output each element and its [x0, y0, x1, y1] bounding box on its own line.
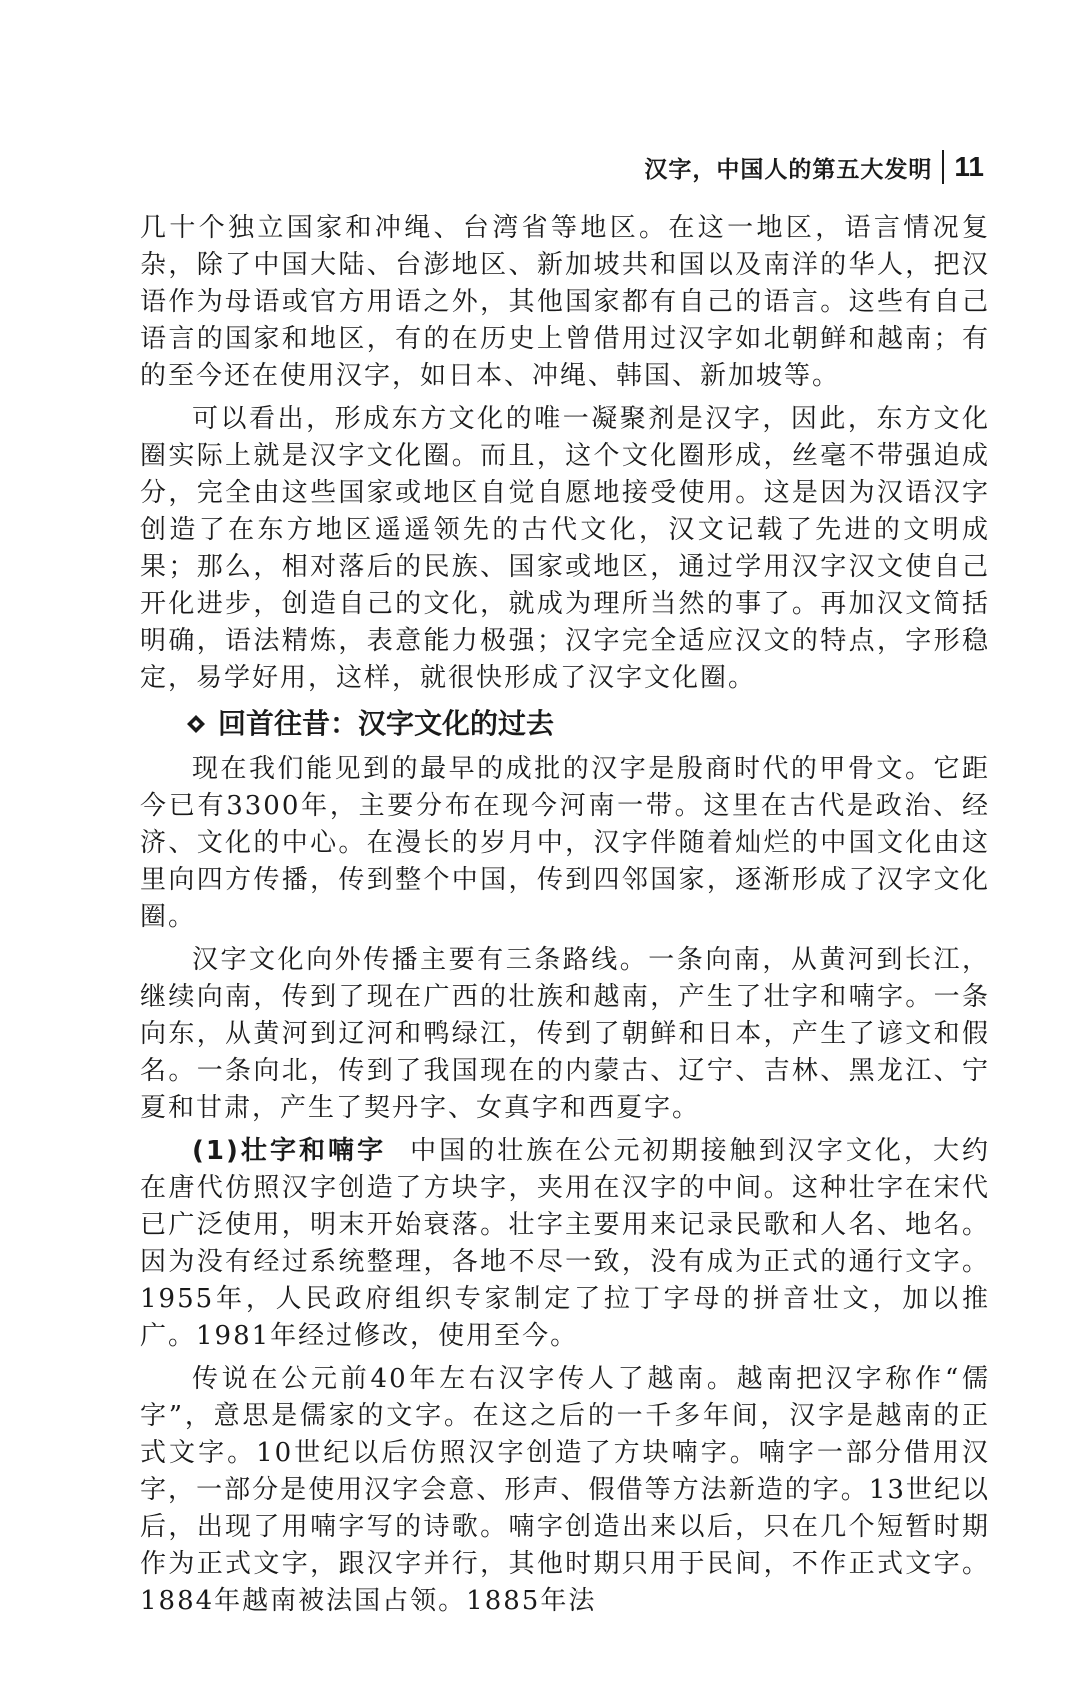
running-title: 汉字，中国人的第五大发明	[644, 155, 933, 183]
paragraph-continued: 几十个独立国家和冲绳、台湾省等地区。在这一地区，语言情况复杂，除了中国大陆、台澎地区、新加坡共和国以及南洋的华人，把汉语作为母语或官方用语之外，其他国家都有自己的语言。这些有自己语言的国家和地区，有的在历史上曾借用过汉字如北朝鲜和越南；有的至今还在使用汉字，如日本、冲绳、韩国、新加坡等。	[140, 213, 990, 391]
subsection-text: 中国的壮族在公元初期接触到汉字文化，大约在唐代仿照汉字创造了方块字，夹用在汉字的中间。这种壮字在宋代已广泛使用，明末开始衰落。壮字主要用来记录民歌和人名、地名。因为没有经过系统整理，各地不尽一致，没有成为正式的通行文字。1955年，人民政府组织专家制定了拉丁字母的拼音壮文，加以推广。1981年经过修改，使用至今。	[140, 1136, 990, 1351]
page-number: 11	[954, 151, 984, 182]
paragraph: 传说在公元前40年左右汉字传人了越南。越南把汉字称作“儒字”，意思是儒家的文字。在这之后的一千多年间，汉字是越南的正式文字。10世纪以后仿照汉字创造了方块喃字。喃字一部分借用汉字，一部分是使用汉字会意、形声、假借等方法新造的字。13世纪以后，出现了用喃字写的诗歌。喃字创造出来以后，只在几个短暂时期作为正式文字，跟汉字并行，其他时期只用于民间，不作正式文字。1884年越南被法国占领。1885年法	[140, 1364, 990, 1616]
header-divider	[942, 150, 944, 184]
body-text	[140, 210, 990, 1620]
running-header	[644, 150, 984, 184]
paragraph: 可以看出，形成东方文化的唯一凝聚剂是汉字，因此，东方文化圈实际上就是汉字文化圈。而且，这个文化圈形成，丝毫不带强迫成分，完全由这些国家或地区自觉自愿地接受使用。这是因为汉语汉字创造了在东方地区遥遥领先的古代文化，汉文记载了先进的文明成果；那么，相对落后的民族、国家或地区，通过学用汉字汉文使自己开化进步，创造自己的文化，就成为理所当然的事了。再加汉文简括明确，语法精炼，表意能力极强；汉字完全适应汉文的特点，字形稳定，易学好用，这样，就很快形成了汉字文化圈。	[140, 404, 990, 693]
subsection-label: (1)壮字和喃字	[192, 1136, 387, 1166]
subsection-paragraph	[140, 1133, 990, 1355]
section-heading	[186, 703, 990, 745]
diamond-bullet-icon	[186, 714, 206, 734]
section-title: 回首往昔：汉字文化的过去	[218, 707, 555, 740]
paragraph: 现在我们能见到的最早的成批的汉字是殷商时代的甲骨文。它距今已有3300年，主要分布在现今河南一带。这里在古代是政治、经济、文化的中心。在漫长的岁月中，汉字伴随着灿烂的中国文化由这里向四方传播，传到整个中国，传到四邻国家，逐渐形成了汉字文化圈。	[140, 754, 990, 932]
paragraph: 汉字文化向外传播主要有三条路线。一条向南，从黄河到长江，继续向南，传到了现在广西的壮族和越南，产生了壮字和喃字。一条向东，从黄河到辽河和鸭绿江，传到了朝鲜和日本，产生了谚文和假名。一条向北，传到了我国现在的内蒙古、辽宁、吉林、黑龙江、宁夏和甘肃，产生了契丹字、女真字和西夏字。	[140, 945, 990, 1123]
